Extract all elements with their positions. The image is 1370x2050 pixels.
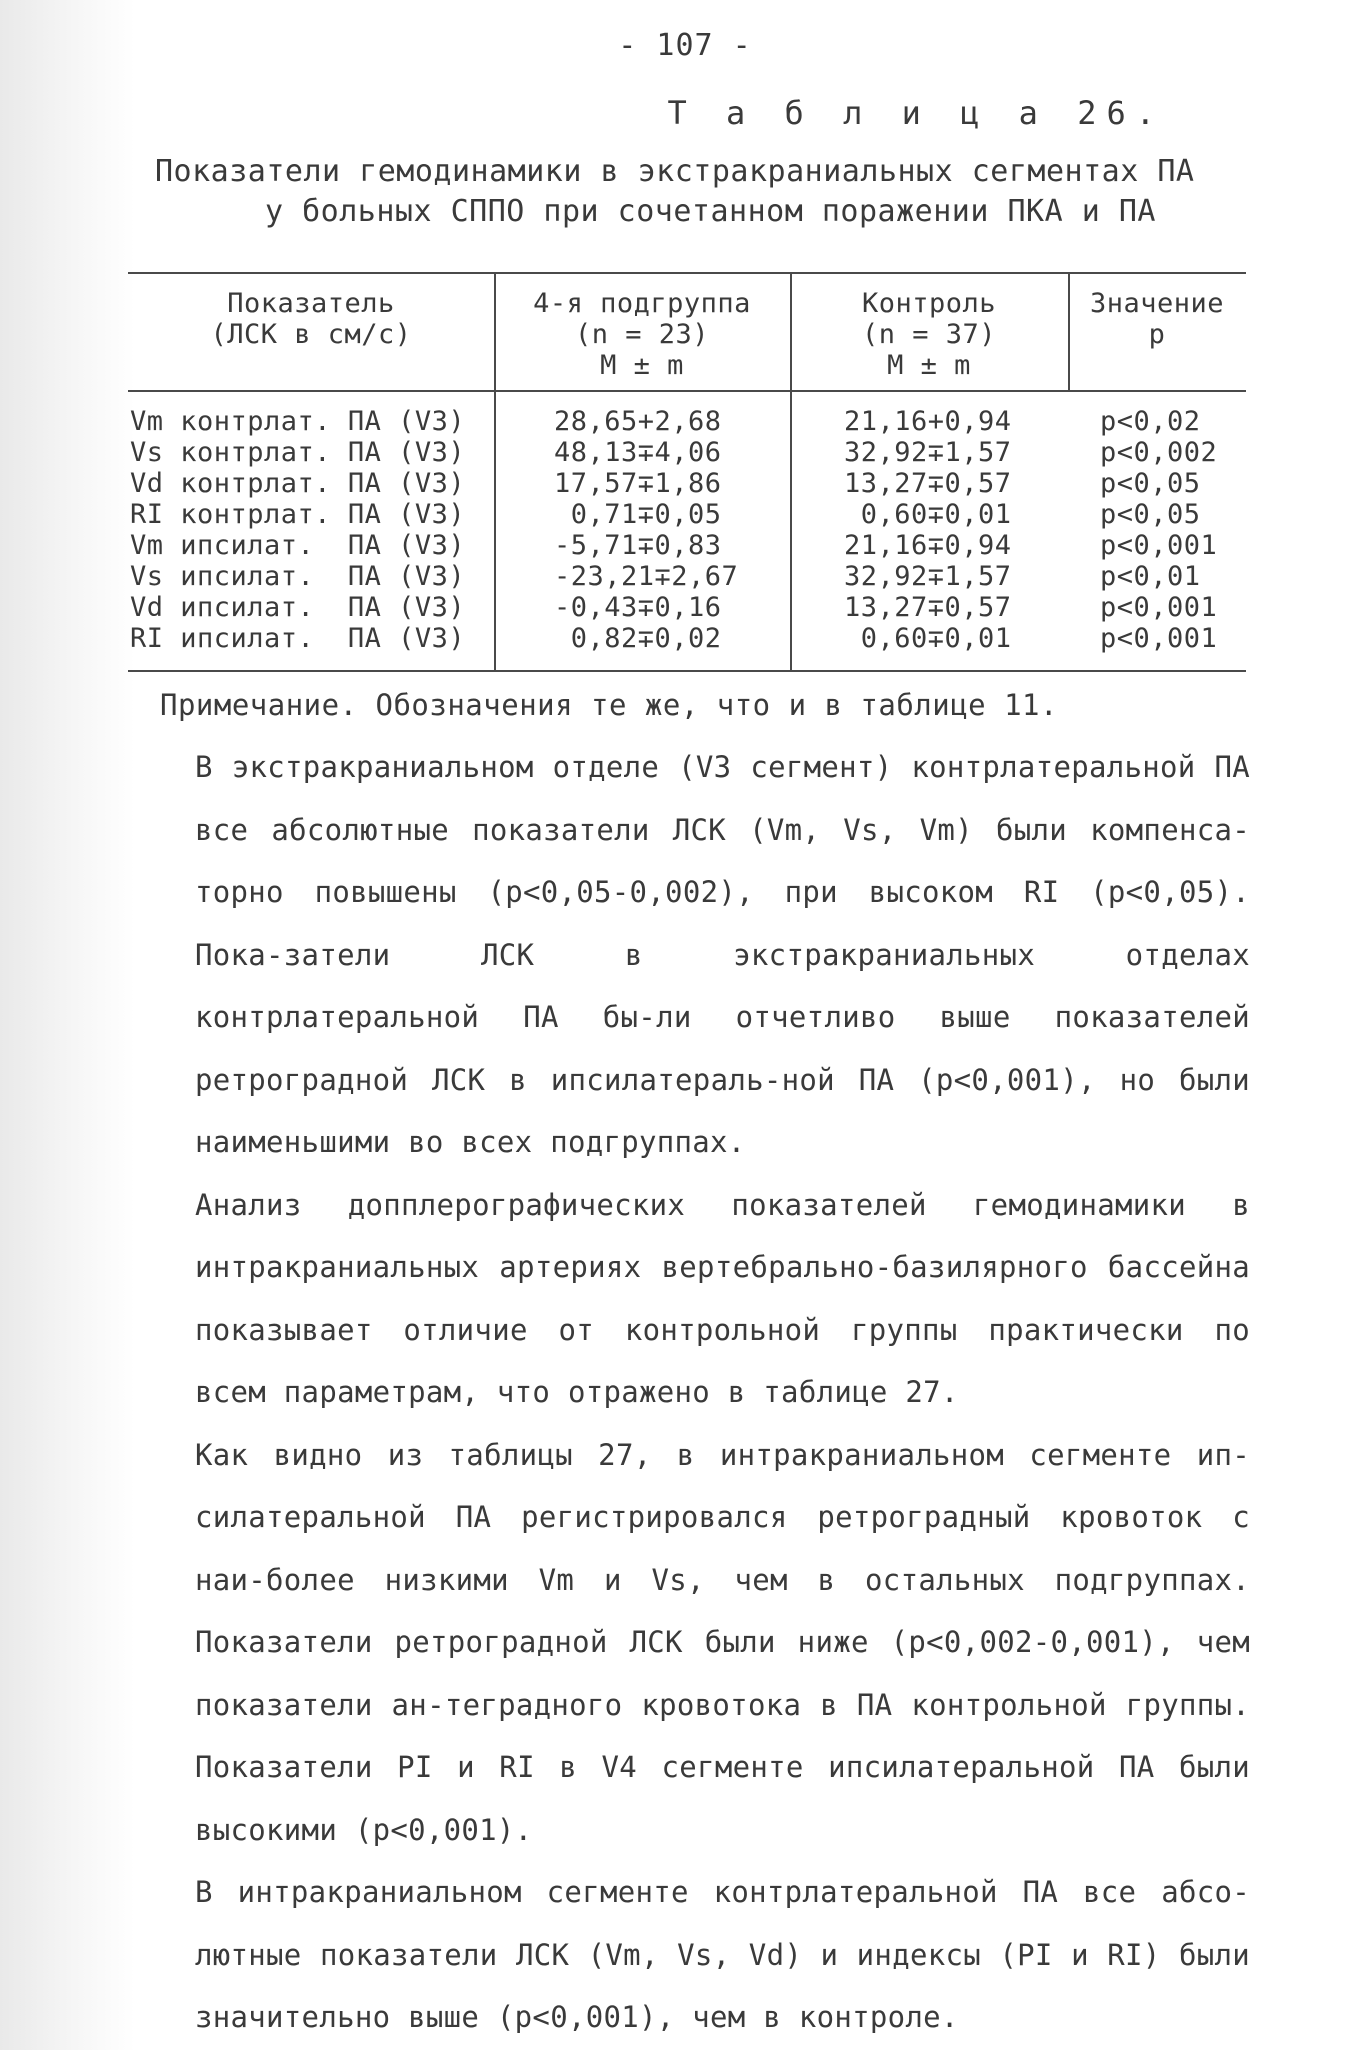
- control-column: 21,16+0,94 32,92∓1,57 13,27∓0,57 0,60∓0,01 21,16∓0,94 32,92∓1,57 13,27∓0,57 0,60∓0,01: [844, 406, 1012, 654]
- subgroup-4-column: 28,65+2,68 48,13∓4,06 17,57∓1,86 0,71∓0,05 -5,71∓0,83 -23,21∓2,67 -0,43∓0,16 0,82∓0,02: [554, 406, 739, 654]
- paragraph-3: Как видно из таблицы 27, в интракраниальном сегменте ип-силатеральной ПА регистрировался ретроградный кровоток с наи-более низкими Vm и Vs, чем в остальных подгруппах. Показатели ретроградной ЛСК были ниже (p<0,002-0,001), чем показатели ан-теградного кровотока в ПА контрольной группы. Показатели PI и RI в V4 сегменте ипсилатеральной ПА были высокими (p<0,001).: [195, 1437, 1250, 1847]
- caption-line-1: Показатели гемодинамики в экстракраниальных сегментах ПА: [155, 154, 1195, 189]
- indicator-column: Vm контрлат. ПА (V3) Vs контрлат. ПА (V3) Vd контрлат. ПА (V3) RI контрлат. ПА (V3) Vm ипсилат. ПА (V3) Vs ипсилат. ПА (V3) Vd ипсилат. ПА (V3) RI ипсилат. ПА (V3): [130, 406, 466, 654]
- caption-line-2: у больных СППО при сочетанном поражении ПКА и ПА: [265, 194, 1156, 229]
- paragraph-2: Анализ допплерографических показателей гемодинамики в интракраниальных артериях вертебрально-базилярного бассейна показывает отличие от контрольной группы практически по всем параметрам, что отражено в таблице 27.: [195, 1187, 1250, 1409]
- table-bottom-rule: [128, 670, 1246, 672]
- table-header-rule: [128, 390, 1246, 392]
- table-top-rule: [128, 272, 1246, 274]
- table-label: Т а б л и ц а 26.: [667, 94, 1165, 132]
- paragraph-1: В экстракраниальном отделе (V3 сегмент) контрлатеральной ПА все абсолютные показатели ЛСК (Vm, Vs, Vm) были компенса-торно повышены (p<0,05-0,002), при высоком RI (p<0,05). Пока-затели ЛСК в экстракраниальных отделах контрлатеральной ПА бы-ли отчетливо выше показателей ретроградной ЛСК в ипсилатераль-ной ПА (p<0,001), но были наименьшими во всех подгруппах.: [195, 750, 1250, 1159]
- header-subgroup-4: 4-я подгруппа (n = 23) M ± m: [533, 288, 751, 381]
- header-indicator: Показатель (ЛСК в см/с): [210, 288, 412, 350]
- data-table: [128, 272, 1246, 670]
- page-number: - 107 -: [618, 28, 752, 63]
- p-value-column: p<0,02 p<0,002 p<0,05 p<0,05 p<0,001 p<0,01 p<0,001 p<0,001: [1100, 406, 1218, 654]
- scan-shadow: [0, 0, 135, 2050]
- header-control: Контроль (n = 37) M ± m: [861, 288, 997, 381]
- header-p-value: Значение p: [1089, 288, 1225, 350]
- paragraph-4: В интракраниальном сегменте контрлатеральной ПА все абсо-лютные показатели ЛСК (Vm, Vs, Vd) и индексы (PI и RI) были значительно выше (p<0,001), чем в контроле.: [195, 1875, 1250, 2034]
- body-text: [120, 736, 1250, 2049]
- table-note: Примечание. Обозначения те же, что и в таблице 11.: [160, 688, 1058, 722]
- table-caption: [155, 152, 1235, 232]
